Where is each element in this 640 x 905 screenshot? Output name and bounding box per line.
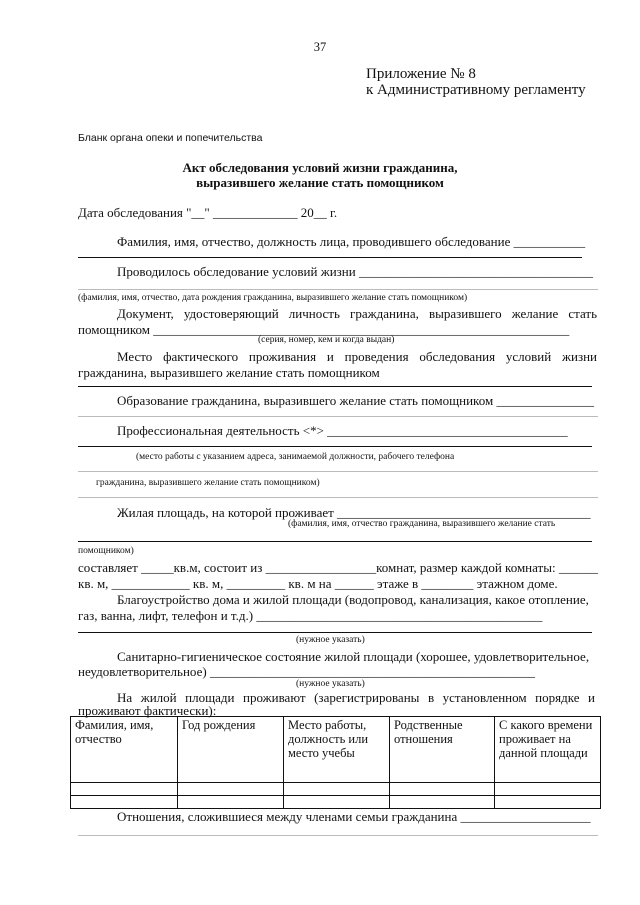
inspection-date: Дата обследования "__" _____________ 20__ г. [78,205,338,220]
size-line1: составляет _____кв.м, состоит из _________________комнат, размер каждой комнаты: ______ [78,560,598,575]
living-space-note-cont: помощником) [78,546,134,556]
table-cell[interactable] [495,796,601,809]
residents-table [70,716,601,809]
education-field: Образование гражданина, выразившего желание стать помощником _______________ [117,393,594,408]
table-cell[interactable] [178,796,284,809]
profession-note-line1: (место работы с указанием адреса, занимаемой должности, рабочего телефона [136,452,455,462]
col-header-birth-year: Год рождения [178,717,284,783]
sanitary-line1: Санитарно-гигиеническое состояние жилой площади (хорошее, удовлетворительное, [117,649,590,664]
appendix-line2: к Административному регламенту [366,82,586,98]
table-row [71,783,601,796]
col-header-since: С какого времени проживает на данной площади [495,717,601,783]
sanitary-line2: неудовлетворительное) __________________________________________________ [78,664,535,679]
living-space-note: (фамилия, имя, отчество гражданина, выразившего желание стать [288,519,556,529]
education-underline [78,416,598,417]
residents-line2: проживают фактически): [78,703,217,718]
size-line2: кв. м, ____________ кв. м, _________ кв. м на ______ этаже в ________ этажном доме. [78,576,558,591]
org-form-label: Бланк органа опеки и попечительства [78,132,263,144]
residence-line1: Место фактического проживания и проведения обследования условий жизни [117,349,597,364]
table-cell[interactable] [390,783,495,796]
table-row [71,796,601,809]
profession-underline-3 [78,497,598,498]
living-space-underline [78,541,592,542]
table-cell[interactable] [495,783,601,796]
table-header-row [71,717,601,783]
table-cell[interactable] [71,796,178,809]
amenities-line2: газ, ванна, лифт, телефон и т.д.) ____________________________________________ [78,608,543,623]
profession-underline-2 [78,471,598,472]
residents-line1: На жилой площади проживают (зарегистрированы в установленном порядке и [117,690,595,705]
col-header-name: Фамилия, имя, отчество [71,717,178,783]
table-cell[interactable] [284,796,390,809]
identity-document-note: (серия, номер, кем и когда выдан) [258,335,395,345]
col-header-workplace: Место работы, должность или место учебы [284,717,390,783]
document-title-line1: Акт обследования условий жизни гражданина, [182,160,458,175]
page-number: 37 [313,40,327,54]
table-cell[interactable] [390,796,495,809]
identity-document-line2: помощником ________________________________________________________________ [78,322,570,337]
table-cell[interactable] [284,783,390,796]
table-cell[interactable] [178,783,284,796]
living-space-field: Жилая площадь, на которой проживает _______________________________________ [117,505,591,520]
inspector-underline [78,257,582,258]
sanitary-note: (нужное указать) [296,679,365,689]
profession-note-line2: гражданина, выразившего желание стать помощником) [96,478,320,488]
profession-underline [78,446,592,447]
residence-underline [78,386,592,387]
inspector-field: Фамилия, имя, отчество, должность лица, проводившего обследование ___________ [117,234,586,249]
appendix-line1: Приложение № 8 [366,66,476,82]
identity-document-line1: Документ, удостоверяющий личность гражданина, выразившего желание стать [117,306,597,321]
amenities-line1: Благоустройство дома и жилой площади (водопровод, канализация, какое отопление, [117,592,589,607]
conducted-field: Проводилось обследование условий жизни ____________________________________ [117,264,593,279]
conducted-note: (фамилия, имя, отчество, дата рождения гражданина, выразившего желание стать помощником) [78,293,468,303]
table-cell[interactable] [71,783,178,796]
document-title-line2: выразившего желание стать помощником [196,175,444,190]
col-header-relation: Родственные отношения [390,717,495,783]
amenities-note: (нужное указать) [296,635,365,645]
conducted-underline [78,289,598,290]
residence-line2: гражданина, выразившего желание стать помощником [78,365,380,380]
family-relations-field: Отношения, сложившиеся между членами семьи гражданина ____________________ [117,809,591,824]
profession-field: Профессиональная деятельность <*> _____________________________________ [117,423,568,438]
family-relations-underline [78,835,598,836]
amenities-underline [78,632,592,633]
